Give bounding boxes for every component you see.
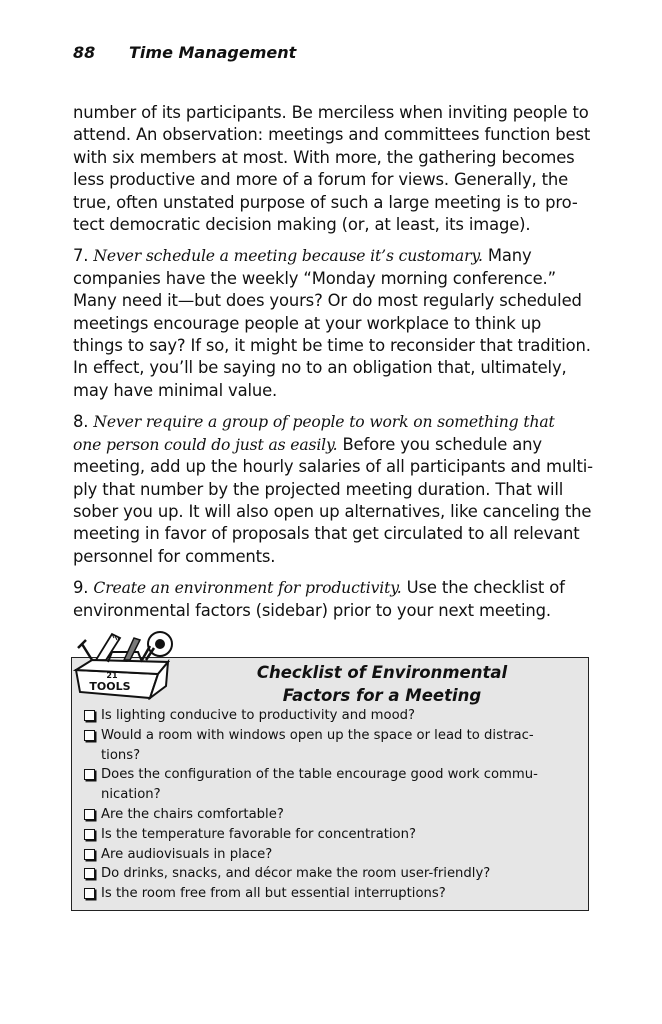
checkbox-icon	[84, 710, 95, 721]
paragraph-item-8	[73, 411, 593, 568]
checkbox-icon	[84, 888, 95, 899]
checkbox-icon	[84, 849, 95, 860]
text-line: less productive and more of a forum for views. Generally, the	[73, 170, 569, 190]
item-heading: Create an environment for productivity.	[93, 579, 402, 598]
text-line	[73, 245, 593, 267]
checklist-item-text	[101, 765, 538, 805]
text-line: nication?	[101, 787, 161, 803]
item-heading: one person could do just as easily.	[73, 435, 338, 454]
paragraph-item-9	[73, 577, 593, 622]
checkbox-icon	[84, 730, 95, 741]
text-line: meeting, add up the hourly salaries of all participants and multi-	[73, 457, 593, 477]
checklist-item	[84, 706, 584, 726]
text-line: attend. An observation: meetings and committees function best	[73, 125, 591, 145]
checklist	[84, 706, 584, 904]
checklist-item-text	[101, 864, 490, 884]
text-run: Use the checklist of	[401, 578, 565, 598]
sidebar-title-line: Factors for a Meeting	[282, 686, 482, 705]
item-heading: Never require a group of people to work on something that	[93, 413, 555, 432]
text-line	[73, 434, 593, 456]
checklist-item	[84, 845, 584, 865]
text-line: In effect, you’ll be saying no to an obligation that, ultimately,	[73, 358, 567, 378]
checklist-item	[84, 765, 584, 805]
checklist-item	[84, 864, 584, 884]
text-line: Does the configuration of the table encourage good work commu-	[101, 767, 538, 783]
checkbox-icon	[84, 809, 95, 820]
text-line: Are audiovisuals in place?	[101, 846, 273, 862]
text-line: true, often unstated purpose of such a large meeting is to pro-	[73, 192, 578, 212]
body-text	[73, 102, 593, 622]
paragraph-participants	[73, 102, 593, 236]
checklist-item	[84, 825, 584, 845]
running-header	[73, 43, 296, 62]
checklist-item-text	[101, 706, 415, 726]
text-line: Is the temperature favorable for concentration?	[101, 826, 416, 842]
text-run: Before you schedule any	[337, 434, 542, 454]
paragraph-item-7	[73, 245, 593, 402]
text-line: personnel for comments.	[73, 546, 276, 566]
sidebar-title-line: Checklist of Environmental	[256, 663, 508, 682]
text-line: Are the chairs comfortable?	[101, 806, 284, 822]
checklist-item-text	[101, 825, 416, 845]
text-line: things to say? If so, it might be time to reconsider that tradition.	[73, 336, 591, 356]
text-line: companies have the weekly “Monday morning conference.”	[73, 268, 556, 288]
checkbox-icon	[84, 868, 95, 879]
item-number: 8.	[73, 412, 89, 432]
checklist-item	[84, 726, 584, 766]
text-line: ply that number by the projected meeting duration. That will	[73, 479, 564, 499]
running-title: Time Management	[129, 43, 297, 62]
text-line: Is the room free from all but essential interruptions?	[101, 886, 446, 902]
text-line: sober you up. It will also open up alternatives, like canceling the	[73, 501, 592, 521]
text-line: Would a room with windows open up the space or lead to distrac-	[101, 727, 534, 743]
text-run: Many	[482, 246, 532, 266]
checklist-item	[84, 805, 584, 825]
toolbox-label: TOOLS	[89, 680, 131, 693]
checkbox-icon	[84, 829, 95, 840]
toolbox-number: 21	[106, 671, 118, 680]
text-line: Is lighting conducive to productivity and mood?	[101, 708, 416, 723]
checklist-item-text	[101, 845, 272, 865]
text-line: may have minimal value.	[73, 380, 278, 400]
toolbox-icon	[72, 624, 182, 700]
checklist-item-text	[101, 884, 446, 904]
item-number: 7.	[73, 246, 89, 266]
checklist-item	[84, 884, 584, 904]
text-line: Many need it—but does yours? Or do most regularly scheduled	[73, 291, 582, 311]
checklist-item-text	[101, 726, 534, 766]
page-number: 88	[73, 43, 96, 62]
checkbox-icon	[84, 769, 95, 780]
text-line: number of its participants. Be merciless when inviting people to	[73, 103, 589, 122]
item-number: 9.	[73, 578, 89, 598]
text-line: with six members at most. With more, the gathering becomes	[73, 147, 575, 167]
text-line: meeting in favor of proposals that get circulated to all relevant	[73, 524, 580, 544]
text-line	[73, 411, 593, 433]
text-line: tect democratic decision making (or, at least, its image).	[73, 215, 531, 235]
text-line	[73, 577, 593, 599]
text-line: Do drinks, snacks, and décor make the room user-friendly?	[101, 866, 491, 882]
text-line: tions?	[101, 747, 141, 763]
text-line: environmental factors (sidebar) prior to your next meeting.	[73, 600, 551, 620]
checklist-item-text	[101, 805, 284, 825]
text-line: meetings encourage people at your workplace to think up	[73, 313, 542, 333]
item-heading: Never schedule a meeting because it’s customary.	[93, 247, 483, 266]
sidebar-title	[212, 661, 552, 707]
